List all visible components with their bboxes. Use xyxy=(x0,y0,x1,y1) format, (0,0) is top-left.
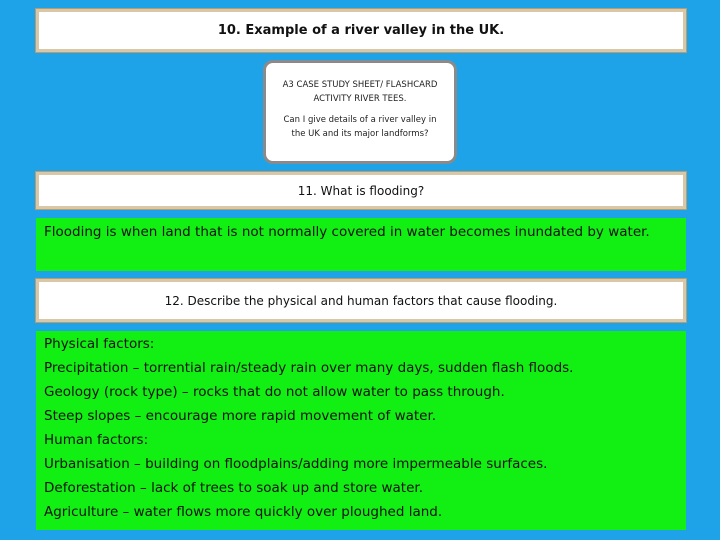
answer-line: Physical factors: xyxy=(44,336,155,352)
answer-line: Human factors: xyxy=(44,432,149,449)
question-11-answer: Flooding is when land that is not normally covered in water becomes inundated by water. xyxy=(36,218,686,271)
flashcard-question: Can I give details of a river valley in the UK and its major landforms? xyxy=(283,115,437,139)
question-10-title xyxy=(36,9,686,52)
answer-line: Agriculture – water flows more quickly over ploughed land. xyxy=(44,504,443,521)
question-12-answer xyxy=(36,331,686,530)
question-10-text: 10. Example of a river valley in the UK. xyxy=(217,23,505,38)
flashcard-heading: A3 CASE STUDY SHEET/ FLASHCARD ACTIVITY RIVER TEES. xyxy=(282,80,438,104)
flashcard-box xyxy=(263,60,457,164)
answer-line: Steep slopes – encourage more rapid movement of water. xyxy=(44,408,437,425)
answer-line: Deforestation – lack of trees to soak up and store water. xyxy=(44,480,423,497)
answer-line: Precipitation – torrential rain/steady rain over many days, sudden flash floods. xyxy=(44,360,574,377)
question-11-title xyxy=(36,172,686,209)
answer-line: Geology (rock type) – rocks that do not allow water to pass through. xyxy=(44,384,505,401)
question-12-title xyxy=(36,279,686,322)
answer-line: Urbanisation – building on floodplains/adding more impermeable surfaces. xyxy=(44,456,548,473)
question-11-text: 11. What is flooding? xyxy=(297,183,425,198)
question-12-text: 12. Describe the physical and human factors that cause flooding. xyxy=(164,293,558,308)
